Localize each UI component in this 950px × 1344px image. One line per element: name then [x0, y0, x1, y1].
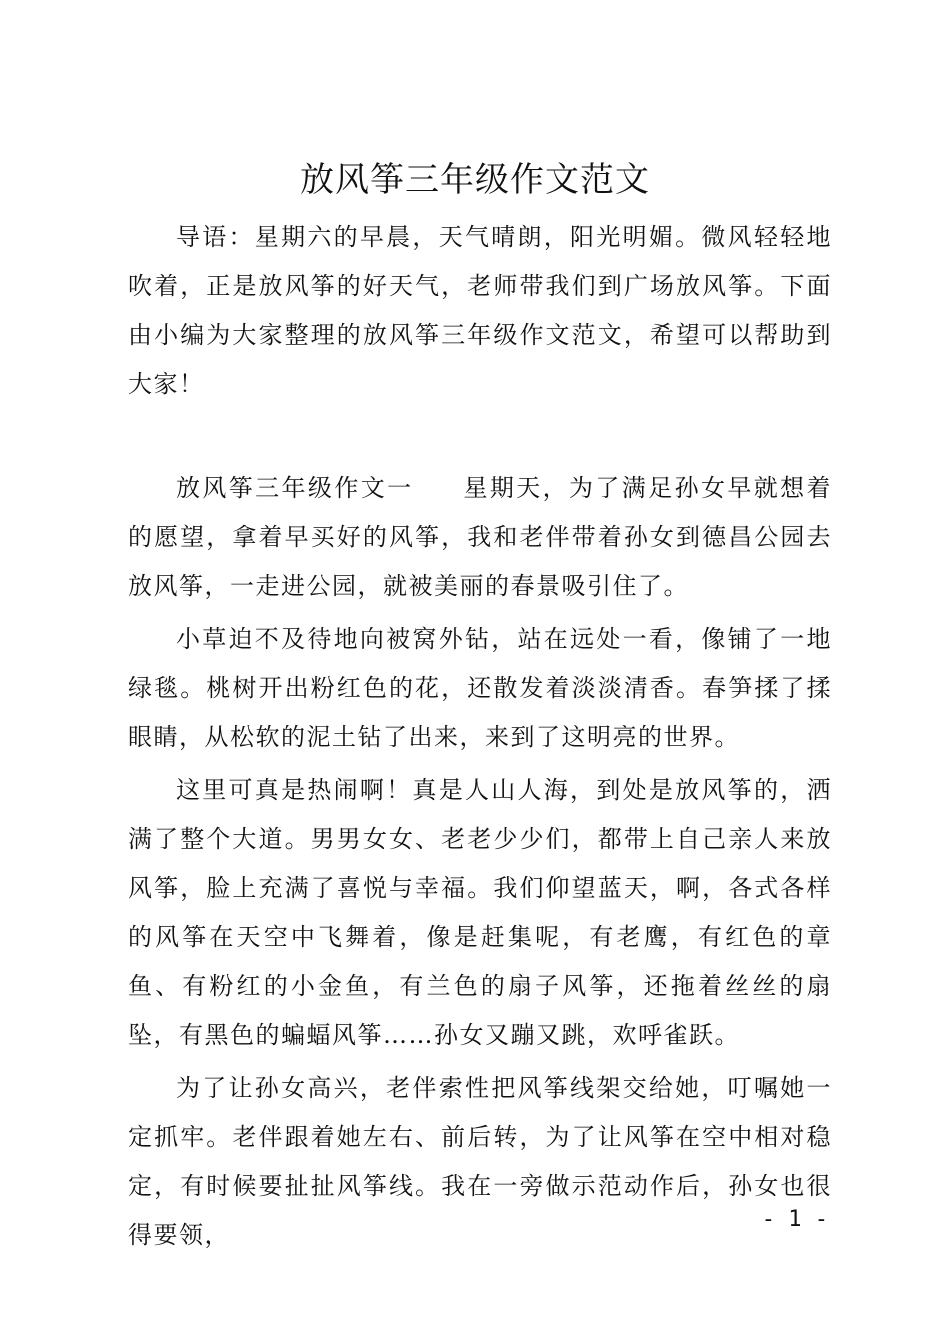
paragraph-text: 星期天，为了满足孙女早就想着的愿望，拿着早买好的风筝，我和老伴带着孙女到德昌公园去放风筝，一走进公园，就被美丽的春景吸引住了。	[128, 474, 833, 600]
paragraph: 小草迫不及待地向被窝外钻，站在远处一看，像铺了一地绿毯。桃树开出粉红色的花，还散发着淡淡清香。春笋揉了揉眼睛，从松软的泥土钻了出来，来到了这明亮的世界。	[128, 625, 832, 751]
page-number: - 1 -	[761, 1207, 828, 1232]
document-title: 放风筝三年级作文范文	[300, 160, 650, 200]
document-body	[128, 213, 832, 1260]
section-first-paragraph	[128, 464, 832, 611]
paragraph: 这里可真是热闹啊！真是人山人海，到处是放风筝的，洒满了整个大道。男男女女、老老少少们，都带上自己亲人来放风筝，脸上充满了喜悦与幸福。我们仰望蓝天，啊，各式各样的风筝在天空中飞舞着，像是赶集呢，有老鹰，有红色的章鱼、有粉红的小金鱼，有兰色的扇子风筝，还拖着丝丝的扇坠，有黑色的蝙蝠风筝……孙女又蹦又跳，欢呼雀跃。	[128, 776, 832, 1049]
paragraph: 为了让孙女高兴，老伴索性把风筝线架交给她，叮嘱她一定抓牢。老伴跟着她左右、前后转，为了让风筝在空中相对稳定，有时候要扯扯风筝线。我在一旁做示范动作后，孙女也很得要领，	[128, 1074, 832, 1249]
intro-paragraph: 导语：星期六的早晨，天气晴朗，阳光明媚。微风轻轻地吹着，正是放风筝的好天气，老师带我们到广场放风筝。下面由小编为大家整理的放风筝三年级作文范文，希望可以帮助到大家！	[128, 223, 832, 398]
section-heading: 放风筝三年级作文一	[176, 474, 414, 502]
